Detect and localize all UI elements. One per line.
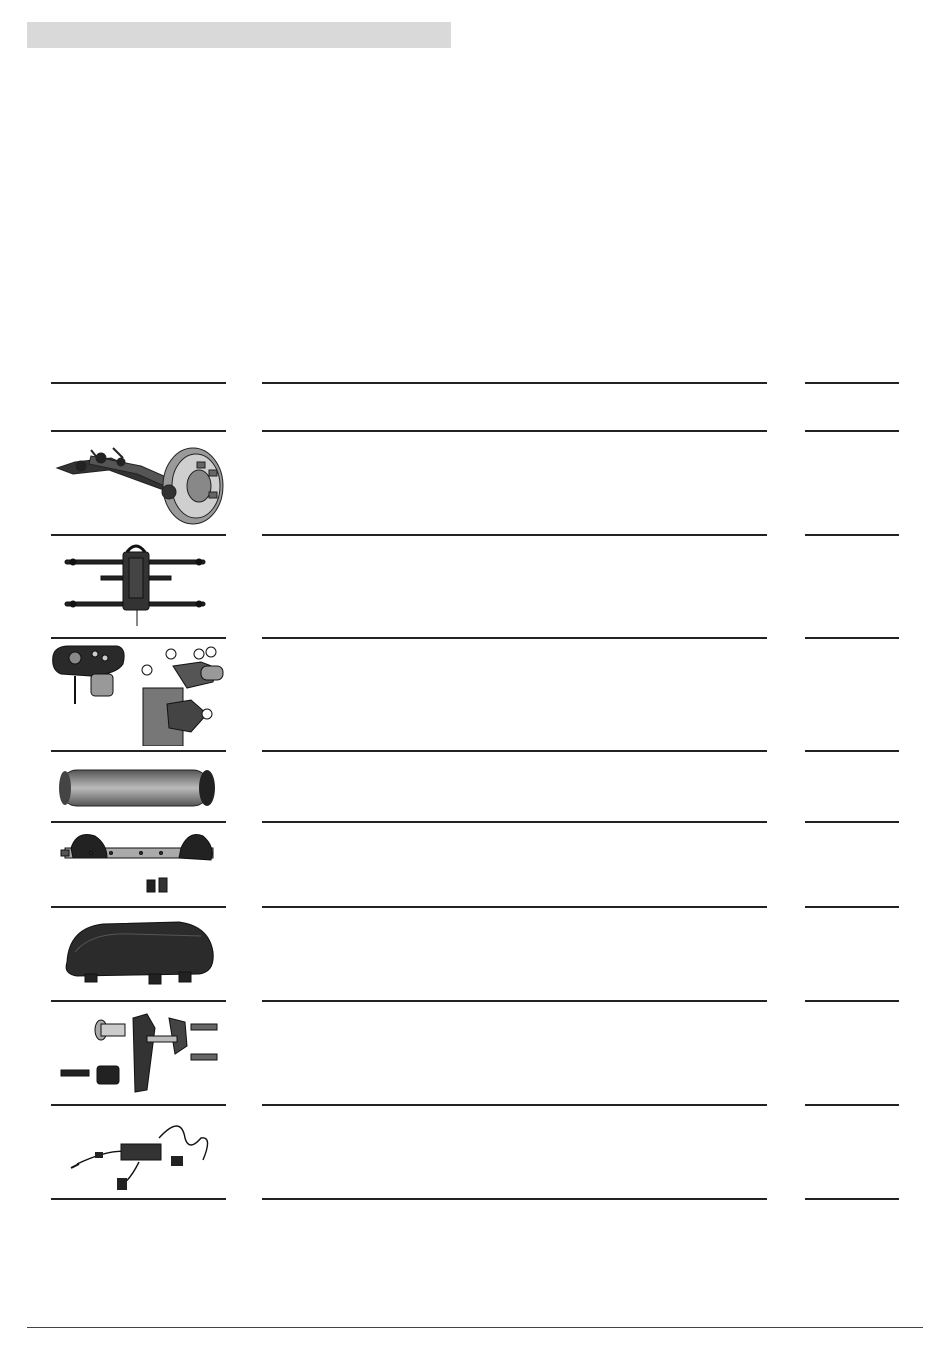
- table-header-rule-col3: [805, 430, 899, 432]
- charger-image: [51, 1108, 226, 1194]
- table-top-rule-col3: [805, 382, 899, 384]
- footer-rule: [27, 1327, 923, 1328]
- drive-unit-image: [51, 440, 226, 528]
- row-rule-col1: [51, 637, 226, 639]
- row-rule-col1: [51, 534, 226, 536]
- table-bottom-rule-col3: [805, 1198, 899, 1200]
- row-rule-col3: [805, 637, 899, 639]
- table-bottom-rule-col1: [51, 1198, 226, 1200]
- clamp-kit-image: [51, 1006, 226, 1100]
- row-rule-col3: [805, 906, 899, 908]
- row-rule-col2: [262, 1000, 767, 1002]
- display-handlebar-image: [51, 642, 226, 746]
- row-rule-col3: [805, 750, 899, 752]
- row-rule-col2: [262, 534, 767, 536]
- battery-cover-image: [51, 912, 226, 996]
- row-rule-col1: [51, 1000, 226, 1002]
- battery-image: [51, 756, 226, 816]
- row-rule-col2: [262, 750, 767, 752]
- table-top-rule-col2: [262, 382, 767, 384]
- table-bottom-rule-col2: [262, 1198, 767, 1200]
- row-rule-col3: [805, 534, 899, 536]
- header-bar: [27, 22, 451, 48]
- row-rule-col2: [262, 821, 767, 823]
- mounting-bracket-image: [51, 826, 226, 902]
- row-rule-col1: [51, 821, 226, 823]
- row-rule-col1: [51, 1104, 226, 1106]
- row-rule-col3: [805, 821, 899, 823]
- row-rule-col3: [805, 1104, 899, 1106]
- row-rule-col2: [262, 637, 767, 639]
- table-header-rule-col2: [262, 430, 767, 432]
- row-rule-col1: [51, 906, 226, 908]
- table-top-rule-col1: [51, 382, 226, 384]
- strap-bag-image: [51, 540, 226, 633]
- table-header-rule-col1: [51, 430, 226, 432]
- row-rule-col2: [262, 1104, 767, 1106]
- row-rule-col2: [262, 906, 767, 908]
- row-rule-col1: [51, 750, 226, 752]
- row-rule-col3: [805, 1000, 899, 1002]
